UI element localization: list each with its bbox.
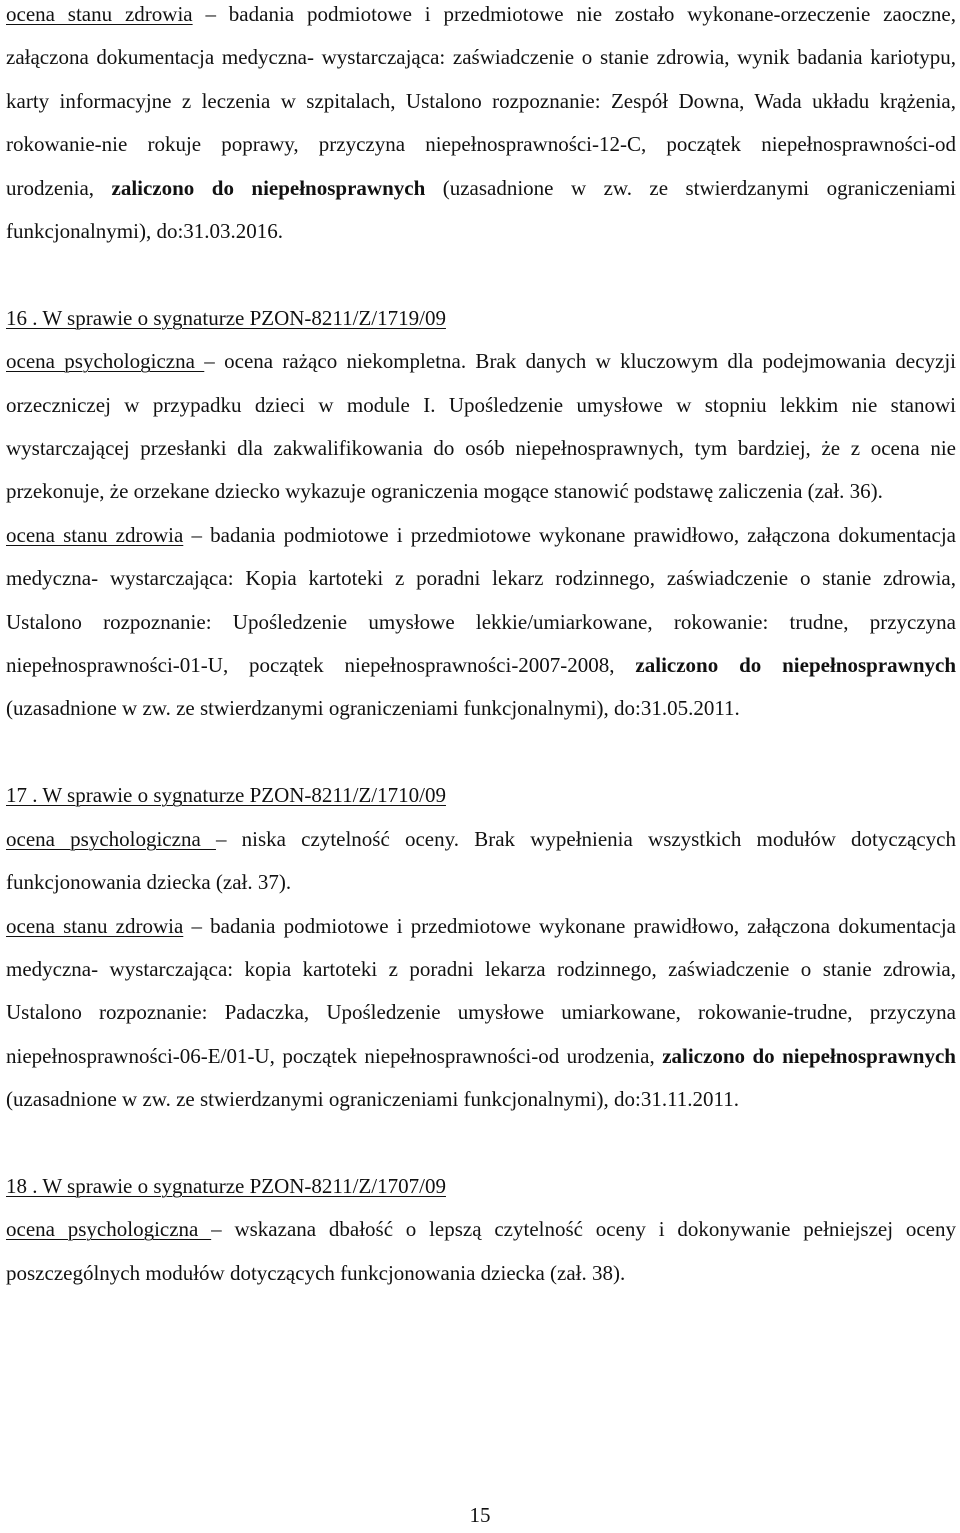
case-heading: 17 . W sprawie o sygnaturze PZON-8211/Z/1710/09 — [6, 783, 446, 808]
section-18-heading — [6, 1165, 956, 1208]
section-16-psych-assessment — [6, 340, 956, 514]
section-15-health-assessment — [6, 0, 956, 253]
section-17-heading — [6, 774, 956, 817]
section-16-health-assessment — [6, 514, 956, 731]
section-17-psych-assessment — [6, 818, 956, 905]
spacer — [6, 731, 956, 774]
section-16-heading — [6, 297, 956, 340]
psych-assessment-label: ocena psychologiczna — [6, 1217, 212, 1242]
page-number: 15 — [469, 1503, 491, 1527]
psych-assessment-text: – ocena rażąco niekompletna. Brak danych w kluczowym dla podejmowania decyzji orzeczniczej w przypadku dzieci w module I. Upośledzenie umysłowe w stopniu lekkim nie stanowi wystarczającej przesłanki dla zakwalifikowania do osób niepełnosprawnych, tym bardziej, że z ocena nie przekonuje, że orzekane dziecko wykazuje ograniczenia mogące stanowić podstawę zaliczenia (zał. 36). — [6, 349, 957, 504]
case-heading: 16 . W sprawie o sygnaturze PZON-8211/Z/1719/09 — [6, 305, 446, 330]
qualification-verdict: zaliczono do niepełnosprawnych — [662, 1043, 956, 1068]
health-assessment-label: ocena stanu zdrowia — [6, 522, 184, 547]
psych-assessment-label: ocena psychologiczna — [6, 349, 205, 374]
health-assessment-text: – badania podmiotowe i przedmiotowe nie zostało wykonane-orzeczenie zaoczne, załączona dokumentacja medyczna- wystarczająca: zaświadczenie o stanie zdrowia, wynik badania kariotypu, karty informacyjne z leczenia w szpitalach, Ustalono rozpoznanie: Zespół Downa, Wada układu krążenia, rokowanie-nie rokuje poprawy, przyczyna niepełnosprawności-12-C, początek niepełnosprawności-od urodzenia, — [6, 2, 956, 200]
psych-assessment-text: – niska czytelność oceny. Brak wypełnienia wszystkich modułów dotyczących funkcjonowania dziecka (zał. 37). — [6, 826, 956, 895]
spacer — [6, 1122, 956, 1165]
psych-assessment-label: ocena psychologiczna — [6, 826, 216, 851]
health-assessment-text: – badania podmiotowe i przedmiotowe wykonane prawidłowo, załączona dokumentacja medyczna- wystarczająca: kopia kartoteki z poradni lekarza rodzinnego, zaświadczenie o stanie zdrowia, Ustalono rozpoznanie: Padaczka, Upośledzenie umysłowe umiarkowane, rokowanie-trudne, przyczyna niepełnosprawności-06-E/01-U, początek niepełnosprawności-od urodzenia, — [6, 913, 956, 1068]
psych-assessment-text: – wskazana dbałość o lepszą czytelność oceny i dokonywanie pełniejszej oceny poszczególnych modułów dotyczących funkcjonowania dziecka (zał. 38). — [6, 1217, 956, 1285]
health-assessment-text-end: (uzasadnione w zw. ze stwierdzanymi ograniczeniami funkcjonalnymi), do:31.05.2011. — [6, 696, 740, 721]
qualification-verdict: zaliczono do niepełnosprawnych — [111, 175, 426, 200]
health-assessment-label: ocena stanu zdrowia — [6, 2, 193, 26]
section-17-health-assessment — [6, 905, 956, 1122]
section-18-psych-assessment — [6, 1208, 956, 1295]
spacer — [6, 253, 956, 296]
health-assessment-text-end: (uzasadnione w zw. ze stwierdzanymi ograniczeniami funkcjonalnymi), do:31.11.2011. — [6, 1087, 740, 1112]
health-assessment-label: ocena stanu zdrowia — [6, 913, 184, 938]
qualification-verdict: zaliczono do niepełnosprawnych — [635, 653, 956, 678]
health-assessment-text-end: (uzasadnione w zw. ze stwierdzanymi ograniczeniami funkcjonalnymi), do:31.03.2016. — [6, 175, 957, 244]
case-heading: 18 . W sprawie o sygnaturze PZON-8211/Z/1707/09 — [6, 1173, 446, 1198]
health-assessment-text: – badania podmiotowe i przedmiotowe wykonane prawidłowo, załączona dokumentacja medyczna- wystarczająca: Kopia kartoteki z poradni lekarz rodzinnego, zaświadczenie o stanie zdrowia, Ustalono rozpoznanie: Upośledzenie umysłowe lekkie/umiarkowane, rokowanie: trudne, przyczyna niepełnosprawności-01-U, początek niepełnosprawności-2007-2008, — [6, 522, 956, 678]
